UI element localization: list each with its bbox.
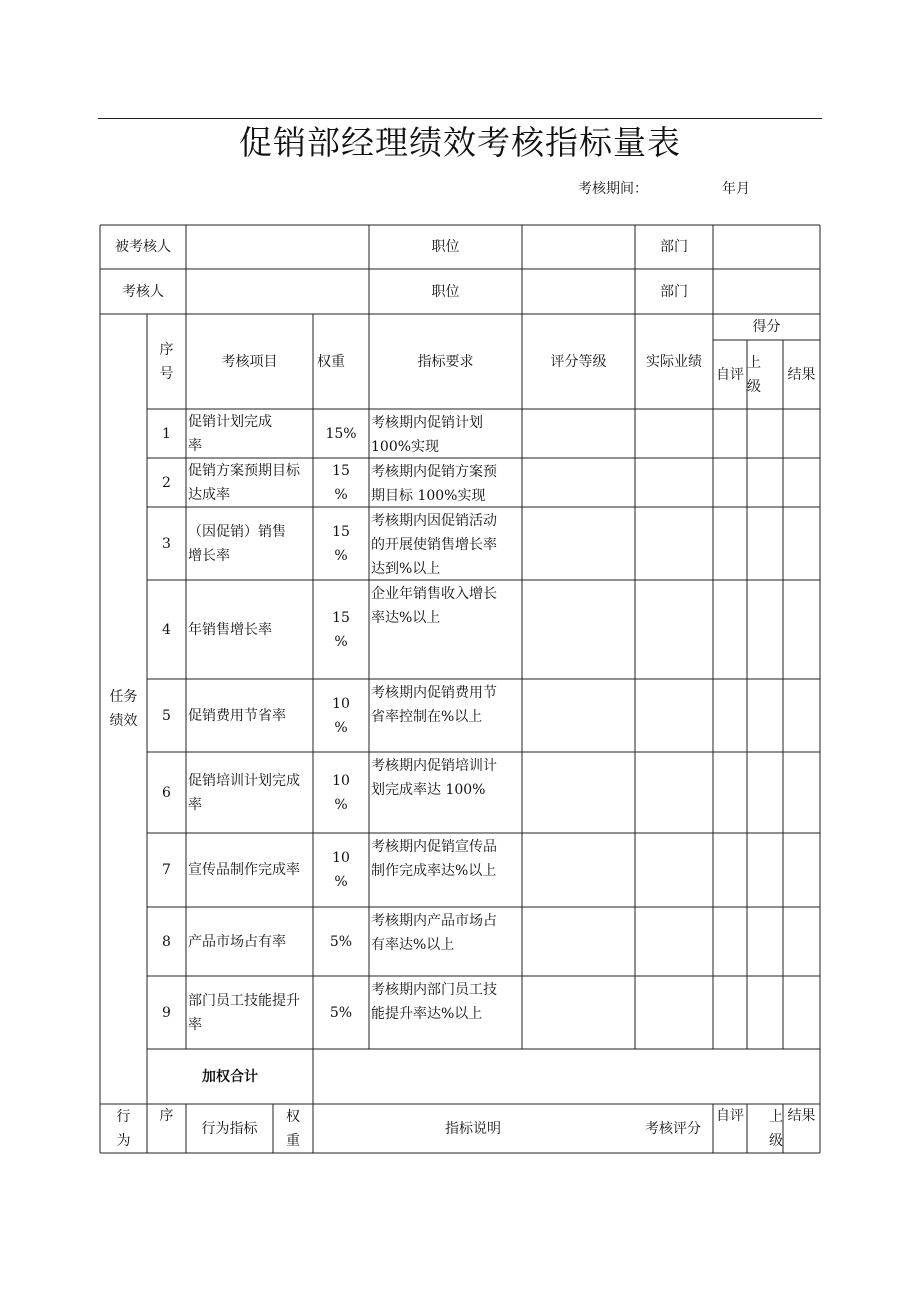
col-superior-header: 上 级	[747, 354, 761, 395]
col-seq-header: 序 号	[159, 341, 174, 382]
row-seq: 6	[162, 784, 171, 801]
row-actual-field[interactable]	[636, 834, 712, 906]
row-grading-field[interactable]	[523, 977, 634, 1048]
row-seq: 5	[162, 707, 171, 724]
row-superior-score-field[interactable]	[748, 410, 782, 457]
row-requirement: 考核期内促销方案预 期目标 100%实现	[371, 464, 497, 504]
row-requirement: 考核期内促销宣传品 制作完成率达%以上	[371, 839, 497, 879]
row-grading-field[interactable]	[523, 680, 634, 751]
row-self-score-field[interactable]	[714, 508, 746, 579]
row-result-field[interactable]	[784, 508, 819, 579]
row-item: 年销售增长率	[188, 621, 272, 638]
row-weight: 15 %	[332, 609, 350, 650]
appraisee-department-field[interactable]	[714, 226, 819, 268]
row-item: 促销培训计划完成 率	[188, 772, 300, 813]
row-actual-field[interactable]	[636, 459, 712, 506]
row-result-field[interactable]	[784, 459, 819, 506]
row-weight: 15 %	[332, 523, 350, 564]
col-result-header: 结果	[787, 366, 816, 383]
row-seq: 1	[162, 425, 171, 442]
row-superior-score-field[interactable]	[748, 834, 782, 906]
row-actual-field[interactable]	[636, 753, 712, 832]
row-superior-score-field[interactable]	[748, 459, 782, 506]
page-title: 促销部经理绩效考核指标量表	[239, 123, 681, 162]
row-item: （因促销）销售 增长率	[188, 523, 286, 564]
row-seq: 4	[162, 621, 171, 638]
row-item: 促销方案预期目标 达成率	[188, 462, 300, 503]
appraiser-position-field[interactable]	[523, 270, 634, 313]
col-grading-header: 评分等级	[550, 353, 607, 370]
appraisee-label: 被考核人	[115, 239, 171, 255]
row-superior-score-field[interactable]	[748, 753, 782, 832]
appraiser-department-field[interactable]	[714, 270, 819, 313]
row-weight: 5%	[329, 933, 353, 950]
row-superior-score-field[interactable]	[748, 908, 782, 975]
appraiser-position-label: 职位	[431, 283, 460, 300]
row-actual-field[interactable]	[636, 908, 712, 975]
row-weight: 15%	[325, 425, 357, 442]
col-self-header: 自评	[716, 366, 744, 383]
row-grading-field[interactable]	[523, 834, 634, 906]
row-seq: 2	[162, 474, 171, 491]
col-actual-header: 实际业绩	[646, 353, 702, 370]
row-item: 促销计划完成 率	[188, 413, 272, 454]
row-self-score-field[interactable]	[714, 753, 746, 832]
row-item: 宣传品制作完成率	[188, 862, 300, 878]
row-result-field[interactable]	[784, 581, 819, 678]
behavior-self-header: 自评	[716, 1108, 744, 1124]
col-requirement-header: 指标要求	[417, 353, 474, 370]
row-requirement: 考核期内产品市场占 有率达%以上	[371, 913, 497, 953]
row-grading-field[interactable]	[523, 581, 634, 678]
appraisee-department-label: 部门	[660, 239, 688, 255]
behavior-seq-header: 序	[159, 1108, 174, 1124]
col-weight-header: 权重	[317, 353, 345, 370]
col-item-header: 考核项目	[221, 353, 278, 370]
row-item: 产品市场占有率	[188, 933, 286, 950]
row-result-field[interactable]	[784, 410, 819, 457]
behavior-superior-header: 上 级	[769, 1108, 783, 1149]
period-label: 考核期间：	[578, 181, 648, 197]
row-self-score-field[interactable]	[714, 908, 746, 975]
row-self-score-field[interactable]	[714, 680, 746, 751]
row-seq: 7	[162, 862, 171, 878]
row-weight: 10 %	[332, 850, 350, 890]
col-score-header: 得分	[752, 319, 781, 335]
row-grading-field[interactable]	[523, 908, 634, 975]
row-superior-score-field[interactable]	[748, 581, 782, 678]
row-requirement: 企业年销售收入增长 率达%以上	[371, 586, 497, 626]
row-grading-field[interactable]	[523, 410, 634, 457]
row-actual-field[interactable]	[636, 508, 712, 579]
row-self-score-field[interactable]	[714, 581, 746, 678]
row-seq: 8	[162, 933, 171, 950]
row-actual-field[interactable]	[636, 581, 712, 678]
task-performance-section-label: 任务 绩效	[109, 689, 138, 729]
row-superior-score-field[interactable]	[748, 680, 782, 751]
row-seq: 9	[162, 1004, 171, 1021]
row-weight: 10 %	[332, 695, 350, 736]
row-grading-field[interactable]	[523, 459, 634, 506]
row-item: 促销费用节省率	[188, 707, 286, 724]
behavior-weight-header: 权 重	[286, 1108, 300, 1149]
row-seq: 3	[162, 535, 171, 552]
row-requirement: 考核期内因促销活动 的开展使销售增长率 达到%以上	[371, 513, 497, 577]
behavior-score-header: 考核评分	[645, 1120, 701, 1137]
appraiser-label: 考核人	[122, 283, 164, 300]
row-grading-field[interactable]	[523, 508, 634, 579]
row-item: 部门员工技能提升 率	[188, 992, 300, 1033]
appraiser-field[interactable]	[187, 270, 368, 313]
row-requirement: 考核期内促销费用节 省率控制在%以上	[371, 685, 497, 725]
appraisee-position-label: 职位	[431, 239, 460, 255]
row-result-field[interactable]	[784, 680, 819, 751]
row-self-score-field[interactable]	[714, 977, 746, 1048]
appraisee-position-field[interactable]	[523, 226, 634, 268]
behavior-indicator-header: 行为指标	[201, 1120, 258, 1137]
row-grading-field[interactable]	[523, 753, 634, 832]
period-year-month: 年月	[722, 181, 750, 197]
row-weight: 15 %	[332, 462, 350, 503]
row-actual-field[interactable]	[636, 680, 712, 751]
row-self-score-field[interactable]	[714, 410, 746, 457]
row-requirement: 考核期内促销培训计 划完成率达 100%	[371, 758, 497, 798]
row-requirement: 考核期内部门员工技 能提升率达%以上	[371, 982, 497, 1022]
row-weight: 5%	[329, 1004, 353, 1021]
row-result-field[interactable]	[784, 908, 819, 975]
weighted-total-label: 加权合计	[202, 1068, 258, 1085]
row-superior-score-field[interactable]	[748, 977, 782, 1048]
row-requirement: 考核期内促销计划 100%实现	[371, 415, 483, 455]
behavior-description-header: 指标说明	[445, 1120, 501, 1137]
row-weight: 10 %	[332, 772, 350, 813]
appraisee-field[interactable]	[187, 226, 368, 268]
row-result-field[interactable]	[784, 753, 819, 832]
row-actual-field[interactable]	[636, 410, 712, 457]
weighted-total-value[interactable]	[314, 1050, 819, 1103]
row-superior-score-field[interactable]	[748, 508, 782, 579]
row-result-field[interactable]	[784, 977, 819, 1048]
row-self-score-field[interactable]	[714, 834, 746, 906]
row-result-field[interactable]	[784, 834, 819, 906]
appraiser-department-label: 部门	[660, 283, 688, 300]
behavior-result-header: 结果	[787, 1108, 816, 1124]
behavior-section-label: 行 为	[116, 1108, 131, 1149]
row-self-score-field[interactable]	[714, 459, 746, 506]
row-actual-field[interactable]	[636, 977, 712, 1048]
